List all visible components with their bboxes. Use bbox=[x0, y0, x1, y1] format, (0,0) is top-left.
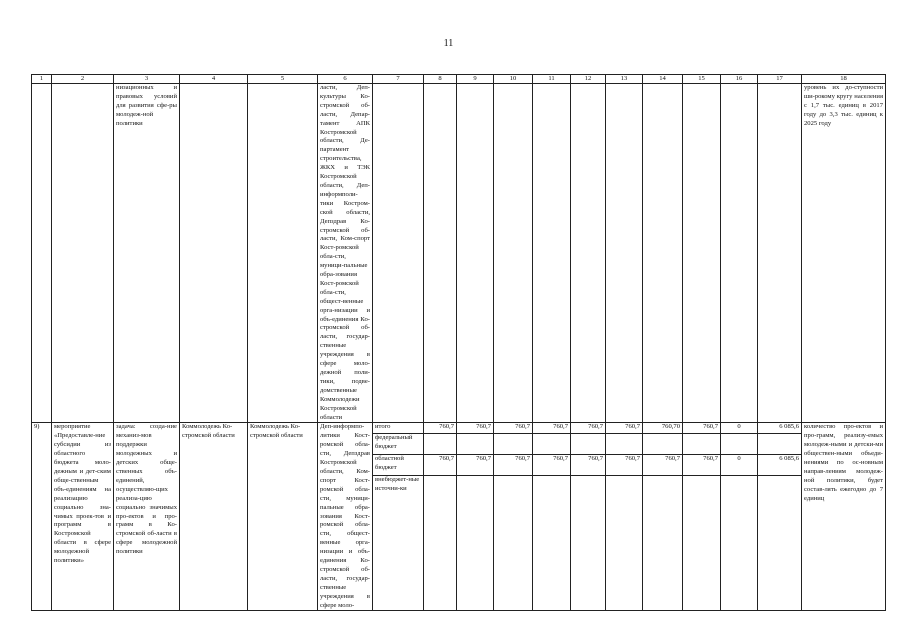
table-cell-goal: низационных и правовых условий для развития сфе-ры молодеж-ной политики bbox=[114, 84, 180, 423]
value-cell: 760,7 bbox=[494, 423, 533, 434]
header-cell: 18 bbox=[802, 75, 886, 84]
table-cell bbox=[32, 84, 52, 423]
header-cell: 4 bbox=[180, 75, 248, 84]
value-cell: 760,7 bbox=[533, 455, 571, 476]
value-cell bbox=[721, 434, 758, 455]
value-cell bbox=[424, 475, 457, 611]
table-cell bbox=[758, 84, 802, 423]
table-cell-result: количество про-ектов и про-грамм, реализу-емых молодеж-ными и детски-ми обществен-ными объеди-нениями по ос-новным направ-лениям молодеж-ной политики, будет состав-лять ежегодно до 7 единиц bbox=[802, 423, 886, 611]
table-cell-task: задача: созда-ние механиз-мов поддержки молодежных и детских обще-ственных объ-единений, осуществляю-щих реализа-цию социально значимых про-ектов и про-грамм в Ко-стромской об-ласти в сфере молодежной политики bbox=[114, 423, 180, 611]
table-cell bbox=[721, 84, 758, 423]
header-row bbox=[32, 75, 886, 84]
table-cell bbox=[683, 84, 721, 423]
table-cell bbox=[424, 84, 457, 423]
header-cell: 9 bbox=[457, 75, 494, 84]
value-cell: 760,7 bbox=[606, 423, 643, 434]
value-cell: 760,7 bbox=[571, 423, 606, 434]
table-cell bbox=[373, 84, 424, 423]
value-cell bbox=[606, 475, 643, 611]
header-cell: 2 bbox=[52, 75, 114, 84]
value-cell: 760,7 bbox=[571, 455, 606, 476]
table-cell-measure: мероприятие «Предоставле-ние субсидии из областного бюджета моло-дежным и дет-ским обще-ственным объ-единениям на реализацию социально зна-чимых проек-тов и программ в Костромской области в сфере молодежной политики» bbox=[52, 423, 114, 611]
header-cell: 12 bbox=[571, 75, 606, 84]
header-cell: 11 bbox=[533, 75, 571, 84]
table-cell bbox=[533, 84, 571, 423]
table-cell bbox=[180, 84, 248, 423]
value-cell: 760,7 bbox=[606, 455, 643, 476]
program-table bbox=[31, 74, 886, 611]
header-cell: 6 bbox=[318, 75, 373, 84]
value-cell bbox=[643, 475, 683, 611]
value-cell bbox=[683, 475, 721, 611]
header-cell: 5 bbox=[248, 75, 318, 84]
value-cell: 760,7 bbox=[683, 423, 721, 434]
header-cell: 8 bbox=[424, 75, 457, 84]
value-cell bbox=[424, 434, 457, 455]
value-cell: 760,7 bbox=[683, 455, 721, 476]
value-cell bbox=[533, 475, 571, 611]
table-cell-executor: Коммолодежь Ко-стромской области bbox=[180, 423, 248, 611]
value-cell bbox=[571, 434, 606, 455]
value-cell bbox=[533, 434, 571, 455]
header-cell: 3 bbox=[114, 75, 180, 84]
value-cell: 760,70 bbox=[643, 423, 683, 434]
value-cell bbox=[494, 475, 533, 611]
header-cell: 1 bbox=[32, 75, 52, 84]
value-cell bbox=[457, 475, 494, 611]
value-cell: 760,7 bbox=[494, 455, 533, 476]
table-cell-result: уровень их до-ступности ши-рокому кругу населения с 1,7 тыс. единиц в 2017 году до 3,3 тыс. единиц к 2025 году bbox=[802, 84, 886, 423]
value-cell bbox=[721, 475, 758, 611]
value-cell: 760,7 bbox=[424, 423, 457, 434]
value-cell bbox=[494, 434, 533, 455]
table-row-9-total bbox=[32, 423, 886, 434]
table-cell-coordinator: Коммолодежь Ко-стромской области bbox=[248, 423, 318, 611]
value-cell: 760,7 bbox=[457, 423, 494, 434]
value-cell: 0 bbox=[721, 423, 758, 434]
value-cell bbox=[571, 475, 606, 611]
table-cell bbox=[457, 84, 494, 423]
table-cell bbox=[52, 84, 114, 423]
value-cell bbox=[758, 475, 802, 611]
value-cell bbox=[683, 434, 721, 455]
value-cell: 760,7 bbox=[643, 455, 683, 476]
value-cell: 760,7 bbox=[533, 423, 571, 434]
value-cell bbox=[643, 434, 683, 455]
value-cell: 6 085,6 bbox=[758, 455, 802, 476]
value-cell: 6 085,6 bbox=[758, 423, 802, 434]
header-cell: 14 bbox=[643, 75, 683, 84]
source-label: областной бюджет bbox=[373, 455, 424, 476]
value-cell bbox=[758, 434, 802, 455]
source-label: внебюджет-ные источни-ки bbox=[373, 475, 424, 611]
row-number: 9) bbox=[32, 423, 52, 611]
header-cell: 17 bbox=[758, 75, 802, 84]
value-cell: 0 bbox=[721, 455, 758, 476]
header-cell: 16 bbox=[721, 75, 758, 84]
table-cell-participants: Деп-информпо-литики Кост-ромской обла-сти, Депздрав Костромской области, Ком-спорт Кост-ромской обла-сти, муници-пальные обра-зования Кост-ромской обла-сти, общест-венные орга-низации и объ-единения Ко-стромской об-ласти, государ-ственные учреждения в сфере моло- bbox=[318, 423, 373, 611]
source-label: федеральный бюджет bbox=[373, 434, 424, 455]
value-cell: 760,7 bbox=[424, 455, 457, 476]
value-cell bbox=[606, 434, 643, 455]
table-row-continued bbox=[32, 84, 886, 423]
table-cell bbox=[643, 84, 683, 423]
table-cell-participants: ласти, Деп-культуры Ко-стромской об-ласти, Депар-тамент АПК Костромской области, Де-партамент строительства, ЖКХ и ТЭК Костромской области, Деп-информполи-тики Костром-ской области, Депздрав Ко-стромской об-ласти, Ком-спорт Кост-ромской обла-сти, муници-пальные обра-зования Кост-ромской обла-сти, общест-венные орга-низации и объ-единения Ко-стромской об-ласти, государ-ственные учреждения в сфере моло-дежной поли-тики, подве-домственные Коммолодежи Костромской области bbox=[318, 84, 373, 423]
table-cell bbox=[606, 84, 643, 423]
header-cell: 13 bbox=[606, 75, 643, 84]
value-cell: 760,7 bbox=[457, 455, 494, 476]
page-number: 11 bbox=[443, 38, 454, 49]
source-label: итого bbox=[373, 423, 424, 434]
value-cell bbox=[457, 434, 494, 455]
header-cell: 10 bbox=[494, 75, 533, 84]
header-cell: 7 bbox=[373, 75, 424, 84]
table-cell bbox=[248, 84, 318, 423]
header-cell: 15 bbox=[683, 75, 721, 84]
table-cell bbox=[571, 84, 606, 423]
table-cell bbox=[494, 84, 533, 423]
